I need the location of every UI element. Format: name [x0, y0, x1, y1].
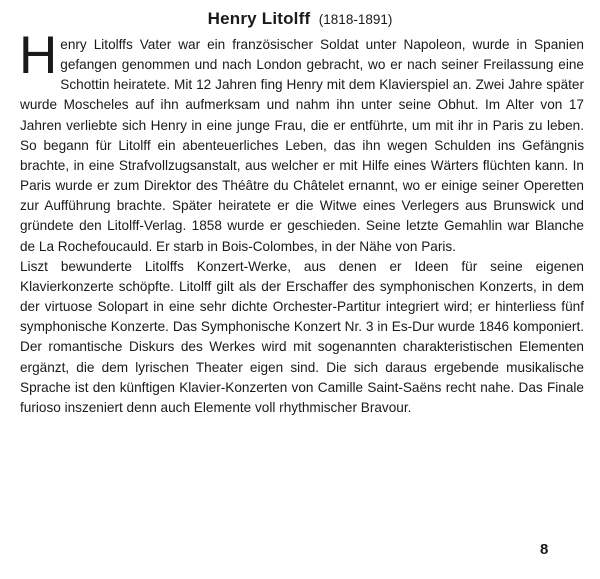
paragraph-biography	[19, 26, 584, 257]
title-name: Henry Litolff	[207, 9, 311, 28]
paragraph-biography-text: enry Litolffs Vater war ein französischer Soldat unter Napoleon, wurde in Spanien gefangen genommen und nach London gebracht, wo er nach seiner Freilassung eine Schottin heiratete. Mit 12 Jahren fing Henry mit dem Klavierspiel an. Zwei Jahre später wurde Moscheles auf ihn aufmerksam und nahm ihn unter seine Obhut. Im Alter von 17 Jahren verliebte sich Henry in eine junge Frau, die er entführte, um mit ihr in Paris zu leben. So begann für Litolff ein abenteuerliches Leben, das ihn wegen Schulden ins Gefängnis brachte, in eine Strafvollzugsanstalt, aus welcher er mit Hilfe eines Wärters flüchten kann. In Paris wurde er zum Direktor des Théâtre du Châtelet ernannt, wo er einige seiner Operetten zur Aufführung brachte. Später heiratete er die Witwe eines Verlegers aus Brunswick und gründete den Litolff-Verlag. 1858 wurde er geschieden. Seine letzte Gemahlin war Blanche de La Rochefoucauld. Er starb in Bois-Colombes, in der Nähe von Paris.	[20, 37, 584, 254]
paragraph-works: Liszt bewunderte Litolffs Konzert-Werke, aus denen er Ideen für seine eigenen Klavierkonzerte schöpfte. Litolff gilt als der Erschaffer des symphonischen Konzerts, in dem der virtuose Solopart in eine sehr dichte Orchester-Partitur integriert wird; er hinterliess fünf symphonische Konzerte. Das Symphonische Konzert Nr. 3 in Es-Dur wurde 1846 komponiert. Der romantische Diskurs des Werkes wird mit sogenannten charakteristischen Elementen ergänzt, die dem lyrischen Theater eigen sind. Die sich daraus ergebende musikalische Sprache ist den künftigen Klavier-Konzerten von Camille Saint-Saëns recht nahe. Das Finale furioso inszeniert denn auch Elemente voll rhythmischer Bravour.	[20, 258, 584, 415]
drop-cap: H	[19, 26, 58, 85]
page-title	[0, 9, 600, 29]
article-body	[19, 26, 584, 418]
page-number: 8	[540, 541, 549, 558]
title-years: (1818-1891)	[318, 12, 393, 27]
